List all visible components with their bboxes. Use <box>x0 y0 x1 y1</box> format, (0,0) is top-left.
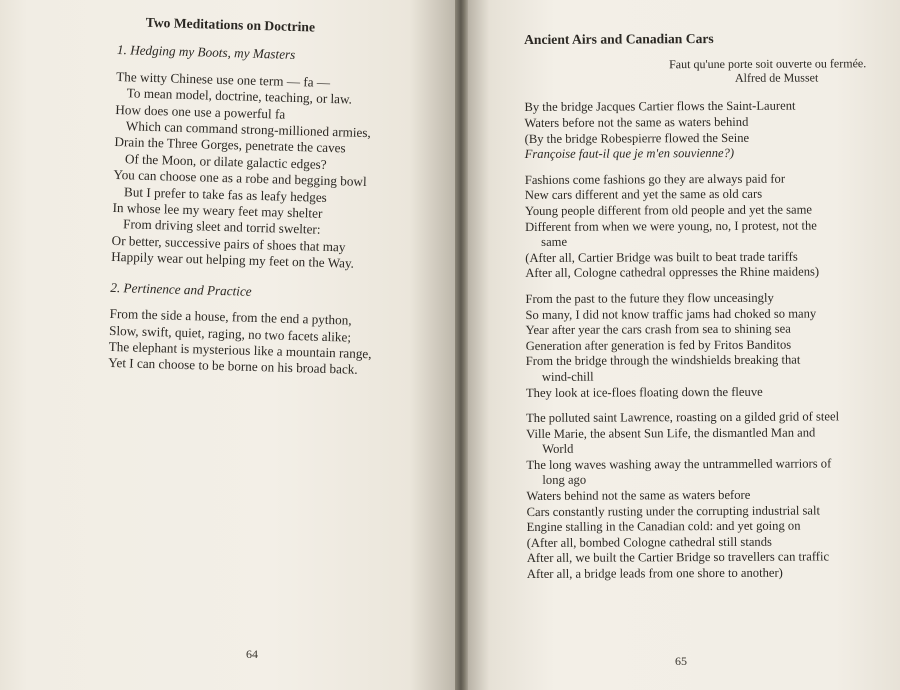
poem-line: Slow, swift, quiet, raging, no two facets alike; <box>108 322 352 345</box>
poem-line: The long waves washing away the untrammelled warriors of <box>526 456 832 472</box>
poem-line: To mean model, doctrine, teaching, or law. <box>126 85 353 107</box>
poem-line: (By the bridge Robespierre flowed the Seine <box>524 130 750 146</box>
poem-line: Fashions come fashions go they are always paid for <box>524 171 786 187</box>
poem-line: Drain the Three Gorges, penetrate the caves <box>114 134 346 156</box>
poem-line: Happily wear out helping my feet on the Way. <box>111 249 355 271</box>
poem-line: Year after year the cars crash from sea to shining sea <box>525 321 791 338</box>
poem-section-1 <box>111 69 446 275</box>
poem-line: same <box>541 234 568 250</box>
poem-line: The witty Chinese use one term — fa — <box>116 68 331 90</box>
poem-line: From the side a house, from the end a python, <box>109 305 352 328</box>
poem-line: So many, I did not know traffic jams had choked so many <box>525 306 817 322</box>
stanza <box>526 409 887 582</box>
epigraph <box>524 56 884 87</box>
poem-line: Which can command strong-millioned armies, <box>125 118 371 141</box>
poem-line: After all, we built the Cartier Bridge so travellers can traffic <box>526 549 830 566</box>
poem-line: Generation after generation is fed by Fritos Banditos <box>525 337 792 353</box>
poem-line: wind-chill <box>541 369 594 384</box>
epigraph-quote: Faut qu'une porte soit ouverte ou fermée. <box>669 55 867 71</box>
poem-line: (After all, Cartier Bridge was built to beat trade tariffs <box>525 249 798 265</box>
poem-line: After all, Cologne cathedral oppresses the Rhine maidens) <box>525 264 820 281</box>
left-page-text <box>108 14 448 381</box>
poem-line: Engine stalling in the Canadian cold: and yet going on <box>526 518 801 535</box>
section-heading-2: 2. Pertinence and Practice <box>110 279 252 299</box>
poem-line: But I prefer to take fas as leafy hedges <box>123 183 328 205</box>
poem-line: You can choose one as a robe and begging bowl <box>113 167 367 190</box>
poem-line: By the bridge Jacques Cartier flows the Saint-Laurent <box>524 98 796 115</box>
poem-line: From the past to the future they flow unceasingly <box>525 290 774 306</box>
poem-section-2 <box>108 306 440 381</box>
book-gutter <box>455 0 468 690</box>
poem-line: They look at ice-floes floating down the fleuve <box>525 384 763 400</box>
poem-line: (After all, bombed Cologne cathedral still stands <box>526 534 772 550</box>
poem-line: From the bridge through the windshields breaking that <box>525 352 801 369</box>
page-number-right: 65 <box>675 654 687 668</box>
poem-stanzas <box>524 99 887 583</box>
stanza <box>524 99 884 163</box>
poem-title-left: Two Meditations on Doctrine <box>145 14 316 35</box>
poem-line: After all, a bridge leads from one shore to another) <box>526 565 783 582</box>
poem-line: Of the Moon, or dilate galactic edges? <box>124 151 327 172</box>
poem-line: Young people different from old people and yet the same <box>524 202 813 218</box>
poem-line: Different from when we were young, no, I protest, not the <box>525 218 817 234</box>
poem-line: Ville Marie, the absent Sun Life, the dismantled Man and <box>526 425 816 441</box>
poem-line: long ago <box>542 473 587 488</box>
stanza <box>525 290 886 401</box>
poem-line: The elephant is mysterious like a mountain range, <box>108 338 372 362</box>
poem-line: The polluted saint Lawrence, roasting on a gilded grid of steel <box>526 409 840 426</box>
poem-line: Waters before not the same as waters behind <box>524 114 749 130</box>
poem-line: Yet I can choose to be borne on his broad back. <box>108 355 358 378</box>
poem-line: New cars different and yet the same as old cars <box>524 187 763 203</box>
stanza <box>525 171 886 282</box>
poem-line: From driving sleet and torrid swelter: <box>122 216 321 238</box>
epigraph-author: Alfred de Musset <box>734 70 819 85</box>
page-number-left: 64 <box>246 647 258 661</box>
poem-title-right: Ancient Airs and Canadian Cars <box>524 31 714 47</box>
poem-line: In whose lee my weary feet may shelter <box>112 199 323 221</box>
poem-line: How does one use a powerful fa <box>115 101 286 122</box>
poem-line: Or better, successive pairs of shoes that may <box>111 232 346 255</box>
poem-line: World <box>542 442 574 457</box>
section-heading-1: 1. Hedging my Boots, my Masters <box>116 42 296 63</box>
poem-line: Françoise faut-il que je m'en souvienne?) <box>524 146 735 162</box>
poem-line: Cars constantly rusting under the corrupting industrial salt <box>526 503 821 519</box>
poem-line: Waters behind not the same as waters before <box>526 487 751 504</box>
right-page-text <box>524 22 887 593</box>
